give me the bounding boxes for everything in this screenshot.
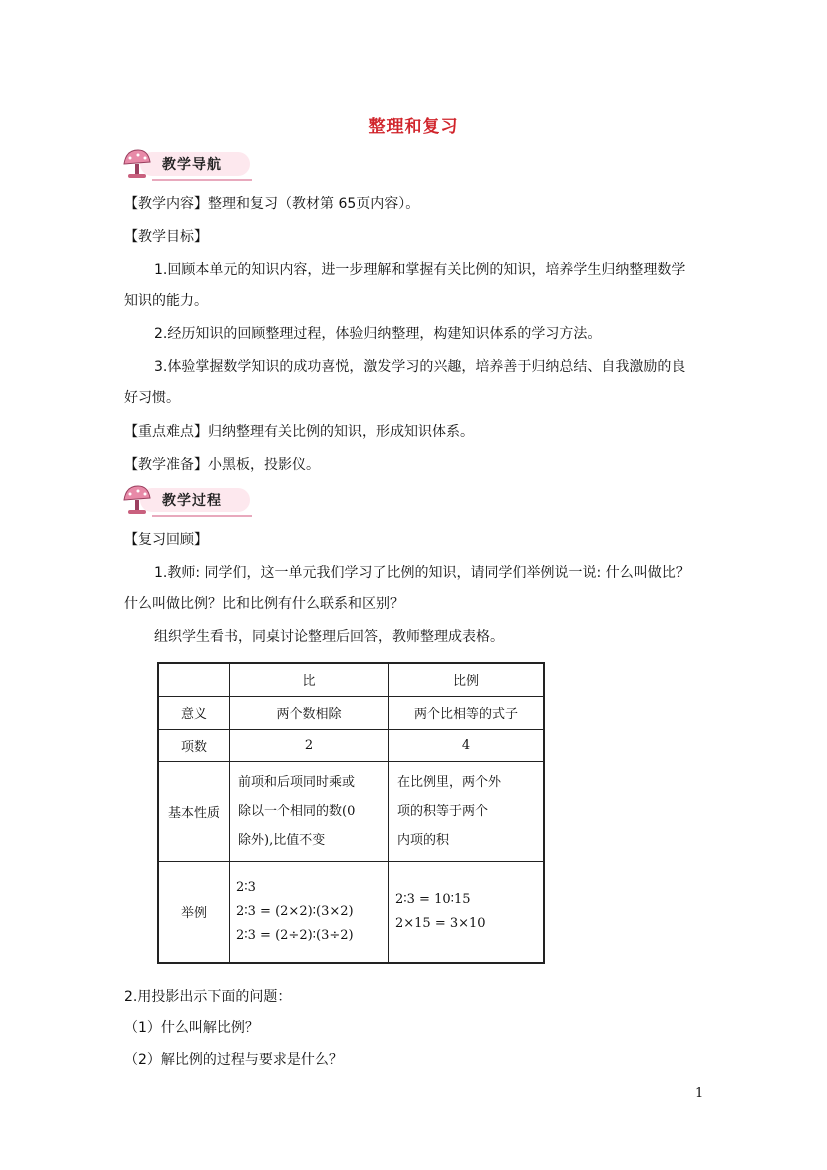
table-cell: 意义: [158, 696, 230, 729]
cell-line: 2∶3 = (2÷2)∶(3÷2): [236, 927, 354, 943]
section-banner-nav: [118, 146, 253, 184]
goal-2: 2.经历知识的回顾整理过程，体验归纳整理，构建知识体系的学习方法。: [154, 326, 602, 342]
cell-line: 前项和后项同时乘或: [238, 774, 356, 790]
table-cell: [230, 861, 389, 963]
teaching-prep: 【教学准备】小黑板，投影仪。: [124, 457, 320, 473]
table-row: [158, 861, 544, 963]
key-points: 【重点难点】归纳整理有关比例的知识，形成知识体系。: [124, 424, 474, 440]
question-2: 2.用投影出示下面的问题：: [124, 989, 292, 1005]
goal-1-line-2: 知识的能力。: [124, 293, 208, 309]
cell-line: 2×15 = 3×10: [395, 915, 486, 931]
section-banner-process: [118, 482, 253, 520]
cell-line: 项的积等于两个: [397, 803, 489, 819]
table-cell: 举例: [158, 861, 230, 963]
cell-line: 在比例里，两个外: [397, 774, 502, 790]
section-label: 教学过程: [162, 493, 222, 509]
goal-3-line-2: 好习惯。: [124, 390, 180, 406]
cell-line: 除以一个相同的数(0: [238, 803, 356, 819]
table-cell: 项数: [158, 729, 230, 761]
ratio-proportion-table: [157, 662, 545, 964]
teaching-content: 【教学内容】整理和复习（教材第 65页内容）。: [124, 196, 420, 212]
section-label: 教学导航: [162, 157, 222, 173]
question-2-2: （2）解比例的过程与要求是什么？: [124, 1052, 343, 1068]
goals-heading: 【教学目标】: [124, 229, 208, 245]
table-cell: 两个比相等的式子: [389, 696, 545, 729]
table-cell: 4: [389, 729, 545, 761]
table-cell: 2: [230, 729, 389, 761]
table-header-cell: 比例: [389, 663, 545, 696]
page-title: 整理和复习: [368, 117, 459, 137]
question-1-line-2: 什么叫做比例？比和比例有什么联系和区别？: [124, 596, 404, 612]
table-cell: [389, 761, 545, 861]
table-cell: 基本性质: [158, 761, 230, 861]
table-row: [158, 729, 544, 761]
goal-3-line-1: 3.体验掌握数学知识的成功喜悦，激发学习的兴趣，培养善于归纳总结、自我激励的良: [154, 359, 686, 375]
table-row: [158, 696, 544, 729]
table-header-row: [158, 663, 544, 696]
table-cell: [389, 861, 545, 963]
table-cell: 两个数相除: [230, 696, 389, 729]
cell-line: 2∶3 = 10∶15: [395, 891, 471, 907]
table-cell: [230, 761, 389, 861]
table-header-cell: 比: [230, 663, 389, 696]
cell-line: 2∶3: [236, 879, 256, 895]
organize-instruction: 组织学生看书，同桌讨论整理后回答，教师整理成表格。: [154, 629, 504, 645]
question-1-line-1: 1.教师: 同学们，这一单元我们学习了比例的知识，请同学们举例说一说: 什么叫做比？: [154, 565, 690, 581]
review-heading: 【复习回顾】: [124, 532, 208, 548]
goal-1-line-1: 1.回顾本单元的知识内容，进一步理解和掌握有关比例的知识，培养学生归纳整理数学: [154, 262, 686, 278]
cell-line: 内项的积: [397, 832, 450, 848]
table-header-cell: [158, 663, 230, 696]
cell-line: 2∶3 = (2×2)∶(3×2): [236, 903, 354, 919]
cell-line: 除外),比值不变: [238, 832, 326, 848]
page-number: 1: [695, 1086, 704, 1101]
table-row: [158, 761, 544, 861]
question-2-1: （1）什么叫解比例？: [124, 1020, 259, 1036]
